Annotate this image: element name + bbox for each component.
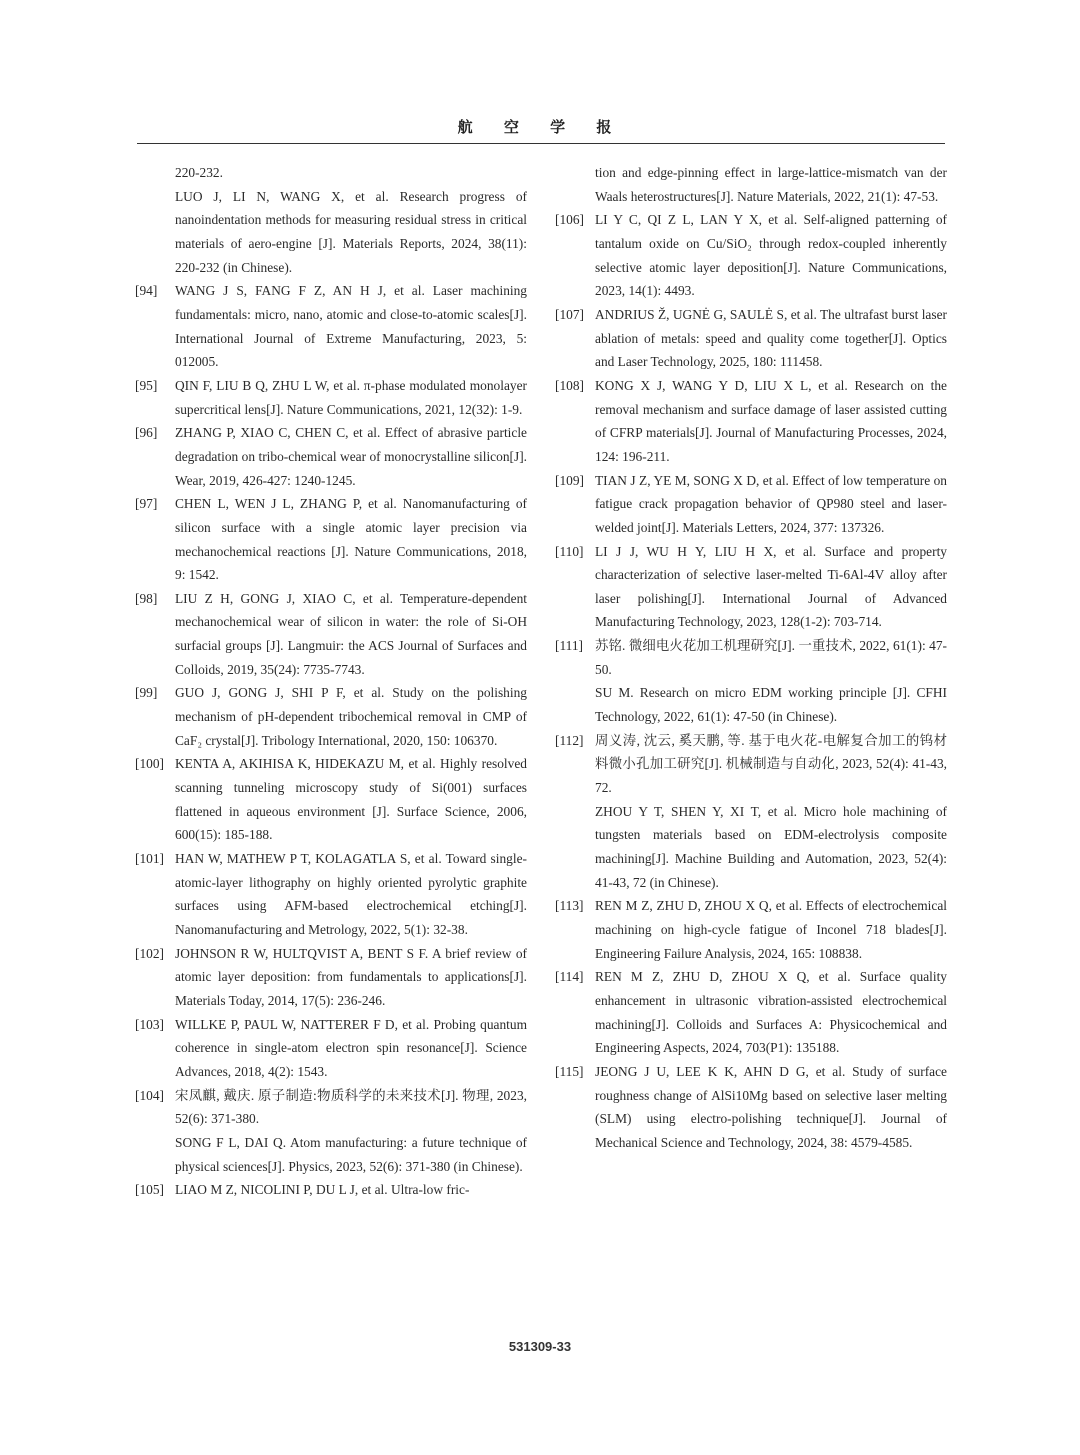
- reference-item: [557, 729, 947, 895]
- reference-number: [114]: [555, 969, 584, 985]
- reference-number: [101]: [135, 851, 165, 867]
- reference-number: [113]: [555, 898, 584, 914]
- reference-text: LIU Z H, GONG J, XIAO C, et al. Temperature-dependent mechanochemical wear of silicon in water: the role of Si-OH surfacial groups [J]. Langmuir: the ACS Journal of Surfaces and Colloids, 2019, 35(24): 7735-7743.: [175, 590, 527, 677]
- reference-text: JOHNSON R W, HULTQVIST A, BENT S F. A brief review of atomic layer deposition: from fundamentals to applications[J]. Materials Today, 2014, 17(5): 236-246.: [175, 945, 527, 1008]
- reference-english-translation: SONG F L, DAI Q. Atom manufacturing: a future technique of physical sciences[J]. Physics, 2023, 52(6): 371-380 (in Chinese).: [175, 1134, 527, 1174]
- reference-item: [557, 540, 947, 635]
- reference-item: [557, 469, 947, 540]
- reference-text: LI J J, WU H Y, LIU H X, et al. Surface and property characterization of selective laser-melted Ti-6Al-4V alloy after laser polishing[J]. International Journal of Advanced Manufacturing Technology, 2023, 128(1-2): 703-714.: [595, 543, 947, 630]
- reference-number: [97]: [135, 496, 158, 512]
- reference-number: [98]: [135, 590, 158, 606]
- reference-number: [107]: [555, 306, 585, 322]
- reference-item: [557, 634, 947, 729]
- reference-item: [137, 421, 527, 492]
- reference-item: [557, 894, 947, 965]
- reference-number: [95]: [135, 377, 158, 393]
- reference-item: [137, 847, 527, 942]
- reference-number: [94]: [135, 283, 158, 299]
- reference-item: [137, 279, 527, 374]
- reference-text: ZHANG P, XIAO C, CHEN C, et al. Effect of abrasive particle degradation on tribo-chemical wear of monocrystalline silicon[J]. Wear, 2019, 426-427: 1240-1245.: [175, 425, 527, 488]
- reference-text: ANDRIUS Ž, UGNĖ G, SAULĖ S, et al. The ultrafast burst laser ablation of metals: speed and quality come together[J]. Optics and Laser Technology, 2025, 180: 111458.: [595, 306, 947, 370]
- reference-text: JEONG J U, LEE K K, AHN D G, et al. Study of surface roughness change of AlSi10Mg based on selective laser melting (SLM) using electro-polishing technique[J]. Journal of Mechanical Science and Technology, 2024, 38: 4579-4585.: [595, 1063, 947, 1150]
- reference-english-translation: SU M. Research on micro EDM working principle [J]. CFHI Technology, 2022, 61(1): 47-50 (in Chinese).: [595, 685, 947, 725]
- reference-english-translation: LUO J, LI N, WANG X, et al. Research progress of nanoindentation methods for measuring residual stress in critical materials of aero-engine [J]. Materials Reports, 2024, 38(11): 220-232 (in Chinese).: [175, 188, 527, 275]
- reference-text: GUO J, GONG J, SHI P F, et al. Study on the polishing mechanism of pH-dependent tribochemical removal in CMP of CaF₂ crystal[J]. Tribology International, 2020, 150: 106370.: [175, 685, 527, 748]
- reference-text: 220-232.: [175, 165, 223, 180]
- reference-text: REN M Z, ZHU D, ZHOU X Q, et al. Effects of electrochemical machining on high-cycle fatigue of Inconel 718 blades[J]. Engineering Failure Analysis, 2024, 165: 108838.: [595, 898, 947, 961]
- header-rule: [137, 143, 945, 144]
- journal-header: 航 空 学 报: [457, 118, 625, 136]
- right-column: [557, 161, 947, 1155]
- reference-item: [137, 161, 527, 279]
- reference-item: [557, 303, 947, 374]
- reference-item: [557, 1060, 947, 1155]
- reference-text: WILLKE P, PAUL W, NATTERER F D, et al. Probing quantum coherence in single-atom electron spin resonance[J]. Science Advances, 2018, 4(2): 1543.: [175, 1016, 527, 1079]
- reference-item: [557, 161, 947, 208]
- reference-text: KONG X J, WANG Y D, LIU X L, et al. Research on the removal mechanism and surface damage of laser assisted cutting of CFRP materials[J]. Journal of Manufacturing Processes, 2024, 124: 196-211.: [595, 377, 947, 464]
- reference-text: HAN W, MATHEW P T, KOLAGATLA S, et al. Toward single-atomic-layer lithography on highly oriented pyrolytic graphite surfaces using AFM-based electrochemical etching[J]. Nanomanufacturing and Metrology, 2022, 5(1): 32-38.: [175, 851, 527, 937]
- reference-number: [111]: [555, 638, 584, 654]
- reference-number: [112]: [555, 732, 584, 748]
- reference-text: tion and edge-pinning effect in large-lattice-mismatch van der Waals heterostructures[J]. Nature Materials, 2022, 21(1): 47-53.: [595, 165, 947, 204]
- reference-text: KENTA A, AKIHISA K, HIDEKAZU M, et al. Highly resolved scanning tunneling microscopy study of Si(001) surfaces flattened in aqueous environment [J]. Surface Science, 2006, 600(15): 185-188.: [175, 756, 527, 843]
- reference-number: [108]: [555, 377, 585, 393]
- reference-number: [96]: [135, 425, 158, 441]
- reference-number: [100]: [135, 756, 165, 772]
- reference-item: [137, 374, 527, 421]
- reference-english-translation: ZHOU Y T, SHEN Y, XI T, et al. Micro hole machining of tungsten materials based on EDM-electrolysis composite machining[J]. Machine Building and Automation, 2023, 52(4): 41-43, 72 (in Chinese).: [595, 803, 947, 890]
- reference-item: [137, 1084, 527, 1179]
- reference-item: [557, 965, 947, 1060]
- reference-text: 苏铭. 微细电火花加工机理研究[J]. 一重技术, 2022, 61(1): 47-50.: [595, 638, 947, 677]
- reference-text: REN M Z, ZHU D, ZHOU X Q, et al. Surface quality enhancement in ultrasonic vibration-assisted electrochemical machining[J]. Colloids and Surfaces A: Physicochemical and Engineering Aspects, 2024, 703(P1): 135188.: [595, 969, 947, 1056]
- reference-text: 周义涛, 沈云, 奚天鹏, 等. 基于电火花-电解复合加工的钨材料微小孔加工研究[J]. 机械制造与自动化, 2023, 52(4): 41-43, 72.: [595, 732, 947, 796]
- reference-number: [102]: [135, 945, 165, 961]
- reference-number: [99]: [135, 685, 158, 701]
- reference-number: [103]: [135, 1016, 165, 1032]
- reference-number: [105]: [135, 1182, 165, 1198]
- reference-item: [137, 492, 527, 587]
- reference-item: [137, 681, 527, 752]
- reference-number: [106]: [555, 212, 585, 228]
- reference-text: WANG J S, FANG F Z, AN H J, et al. Laser machining fundamentals: micro, nano, atomic and close-to-atomic scales[J]. International Journal of Extreme Manufacturing, 2023, 5: 012005.: [175, 283, 527, 370]
- reference-text: 宋凤麒, 戴庆. 原子制造:物质科学的未来技术[J]. 物理, 2023, 52(6): 371-380.: [175, 1087, 527, 1127]
- reference-text: QIN F, LIU B Q, ZHU L W, et al. π-phase modulated monolayer supercritical lens[J]. Nature Communications, 2021, 12(32): 1-9.: [175, 377, 527, 417]
- reference-item: [137, 942, 527, 1013]
- reference-item: [137, 587, 527, 682]
- reference-number: [109]: [555, 472, 585, 488]
- reference-text: CHEN L, WEN J L, ZHANG P, et al. Nanomanufacturing of silicon surface with a single atomic layer precision via mechanochemical reactions [J]. Nature Communications, 2018, 9: 1542.: [175, 496, 527, 583]
- reference-item: [137, 1013, 527, 1084]
- page-number: 531309-33: [508, 1339, 572, 1354]
- reference-item: [557, 208, 947, 303]
- reference-number: [104]: [135, 1087, 165, 1103]
- left-column: [137, 161, 527, 1202]
- reference-number: [115]: [555, 1063, 584, 1079]
- reference-text: LI Y C, QI Z L, LAN Y X, et al. Self-aligned patterning of tantalum oxide on Cu/SiO₂ through redox-coupled inherently selective atomic layer deposition[J]. Nature Communications, 2023, 14(1): 4493.: [595, 212, 947, 299]
- reference-item: [557, 374, 947, 469]
- reference-text: LIAO M Z, NICOLINI P, DU L J, et al. Ultra-low fric-: [175, 1182, 470, 1198]
- reference-item: [137, 1178, 527, 1202]
- reference-text: TIAN J Z, YE M, SONG X D, et al. Effect of low temperature on fatigue crack propagation behavior of QP980 steel and laser-welded joint[J]. Materials Letters, 2024, 377: 137326.: [595, 472, 947, 535]
- reference-item: [137, 752, 527, 847]
- reference-number: [110]: [555, 543, 584, 559]
